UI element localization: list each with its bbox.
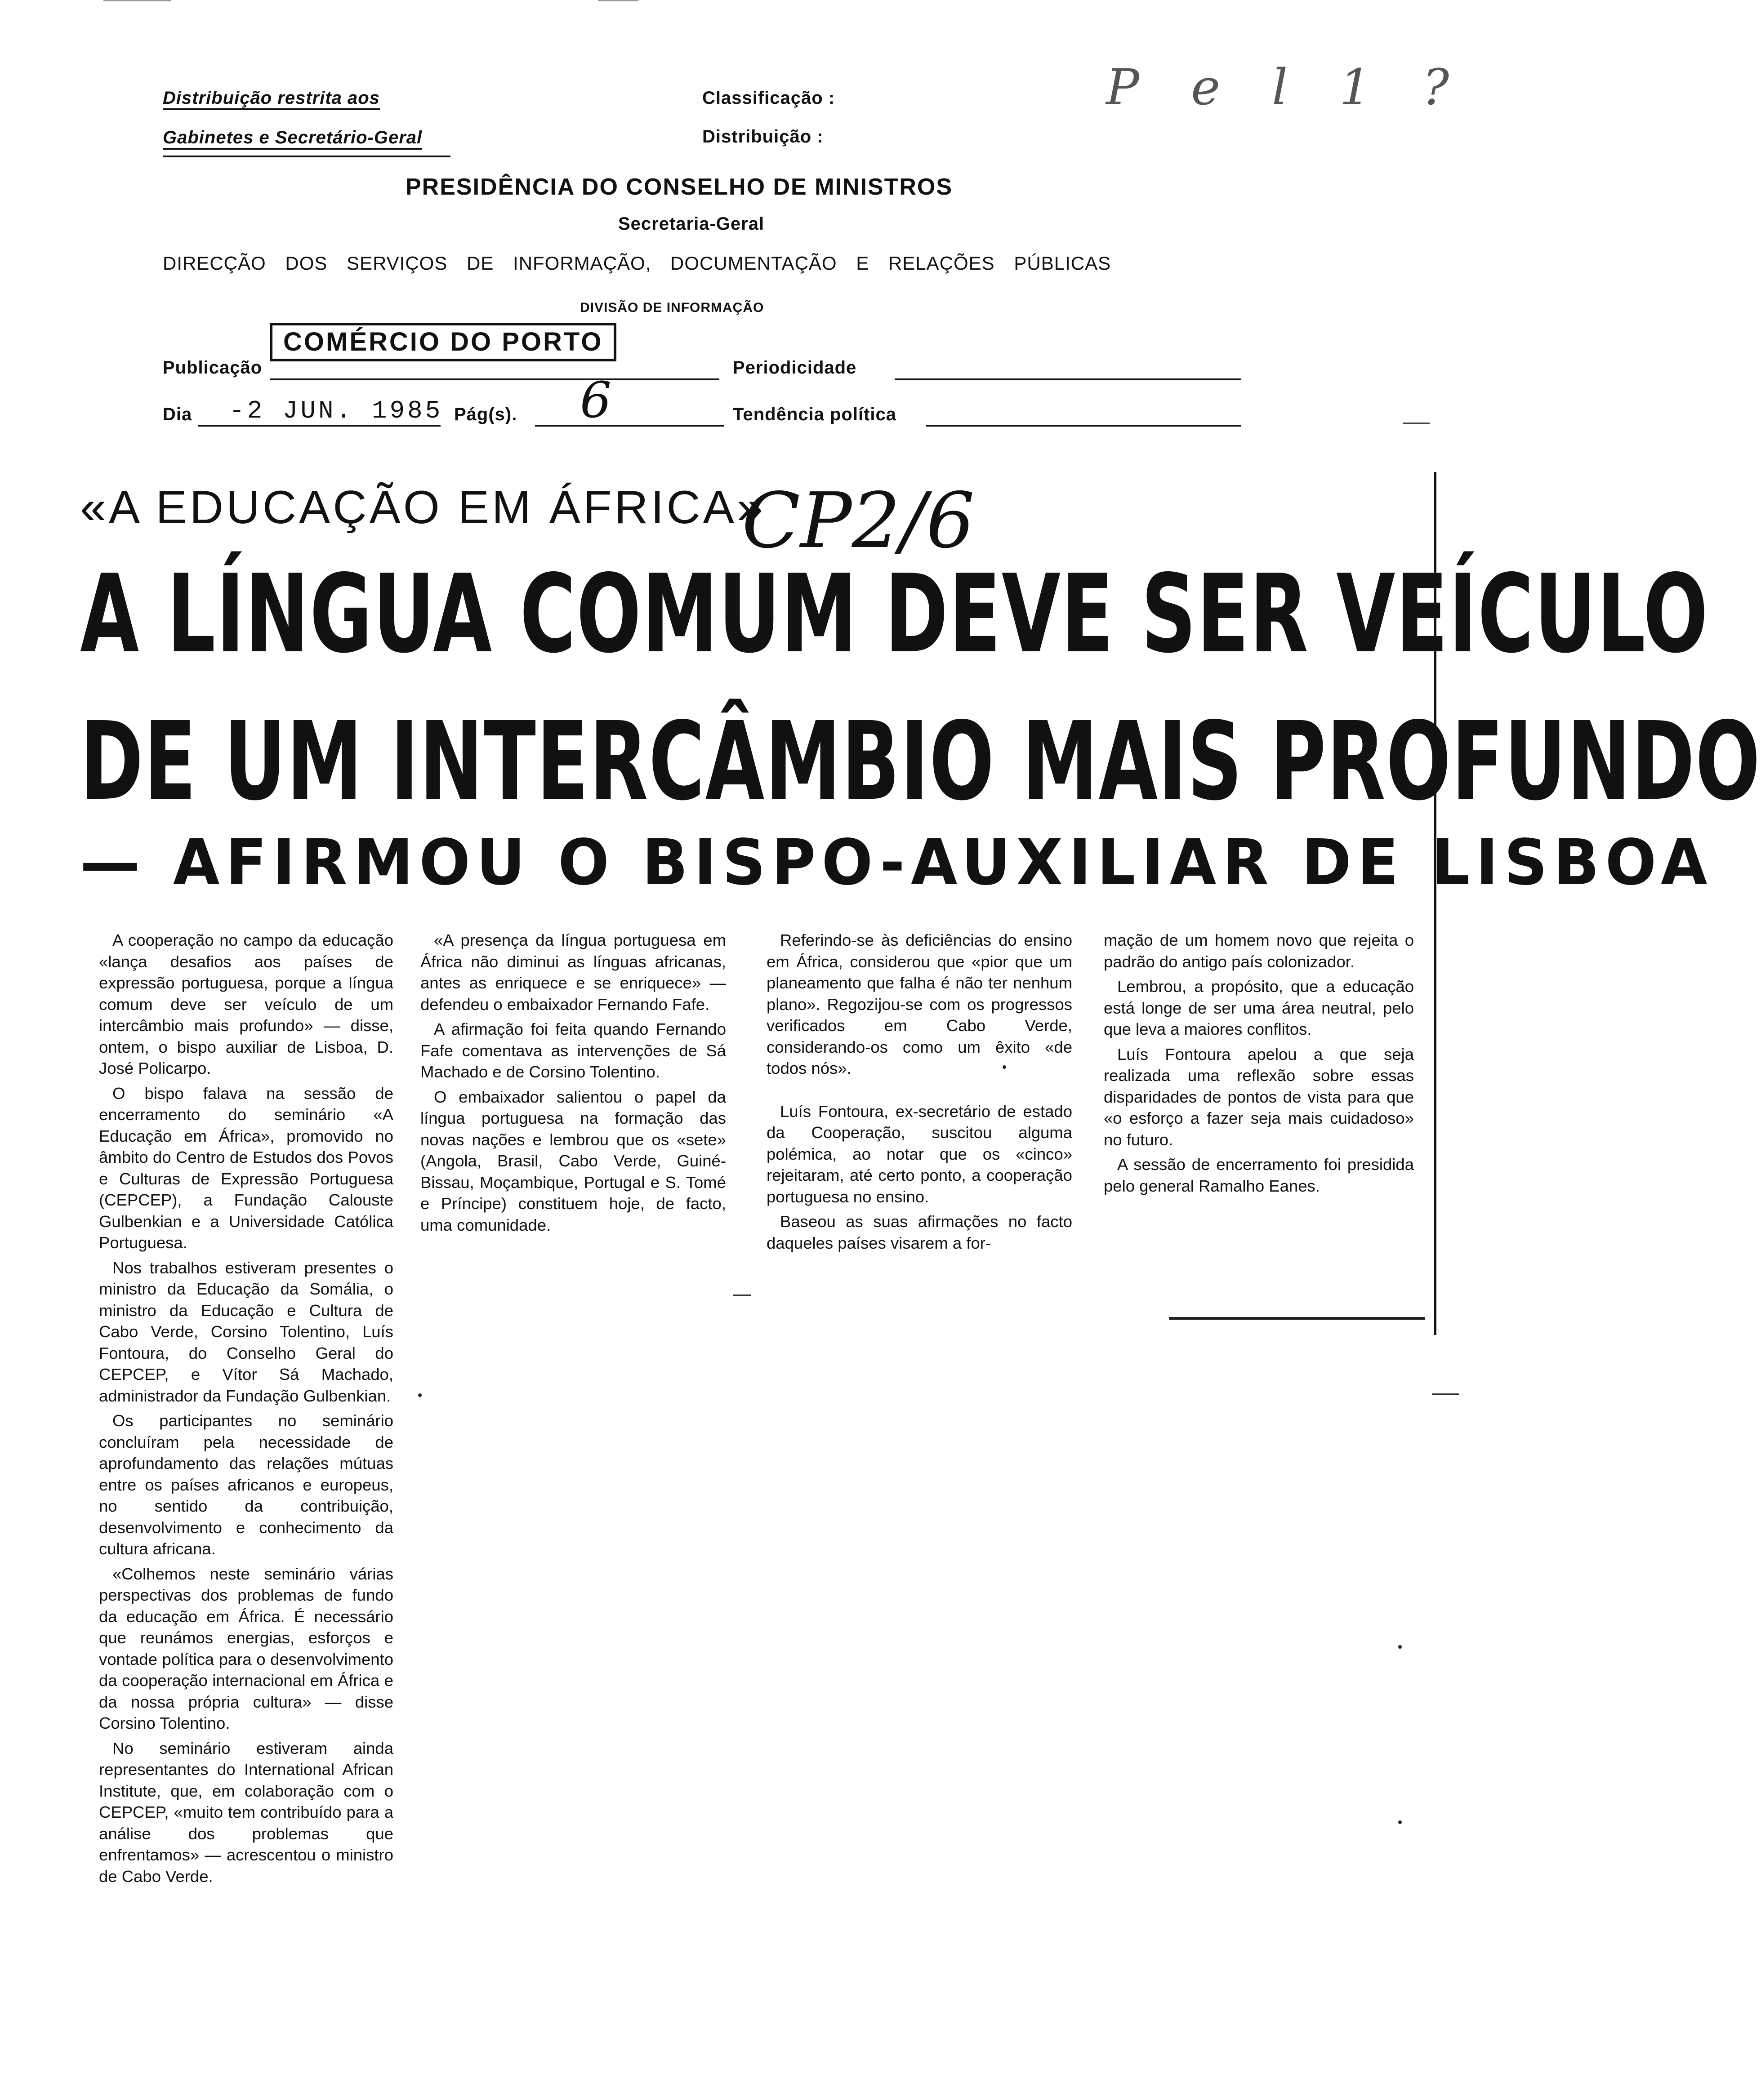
paragraph: Referindo-se às deficiências do ensino em África, considerou que «pior que um planeamento que falha é não ter nenhum plano». Regozijou-se com os progressos verificados em Cabo Verde, considerando-os como um êxito «de todos nós».	[767, 931, 1072, 1077]
header-rule	[163, 156, 450, 157]
headline-line-1: A LÍNGUA COMUM DEVE SER VEÍCULO	[80, 551, 1709, 677]
paragraph: No seminário estiveram ainda representantes do International African Institute, que, em colaboração com o CEPCEP, «muito tem contribuído para a análise dos problemas que enfrentamos» — acrescentou o ministro de Cabo Verde.	[99, 1739, 393, 1886]
handwritten-reference: CP2/6	[742, 476, 975, 565]
article-end-rule	[1169, 1317, 1425, 1320]
paragraph: A afirmação foi feita quando Fernando Fafe comentava as intervenções de Sá Machado e de Corsino Tolentino.	[420, 1020, 726, 1081]
pages-value: 6	[580, 371, 611, 429]
paragraph: Nos trabalhos estiveram presentes o ministro da Educação da Somália, o ministro da Educação e Cultura de Cabo Verde, Corsino Tolentino, Luís Fontoura, do Conselho Geral do CEPCEP, e Vítor Sá Machado, administrador da Fundação Gulbenkian.	[99, 1258, 393, 1405]
headline-line-2: DE UM INTERCÂMBIO MAIS PROFUNDO	[80, 699, 1761, 824]
page-speck	[1398, 1645, 1402, 1649]
publication-field-line	[270, 378, 719, 380]
article-kicker: «A EDUCAÇÃO EM ÁFRICA»	[80, 481, 766, 534]
paragraph: mação de um homem novo que rejeita o padrão do antigo país colonizador.	[1104, 931, 1414, 971]
distribution-label: Distribuição :	[702, 127, 824, 147]
periodicity-label: Periodicidade	[733, 358, 857, 378]
periodicity-field-line	[895, 378, 1241, 380]
paragraph: A cooperação no campo da educação «lança desafios aos países de expressão portuguesa, porque a língua comum deve ser veículo de um intercâmbio mais profundo» — disse, ontem, o bispo auxiliar de Lisboa, D. José Policarpo.	[99, 931, 393, 1077]
division: DIVISÃO DE INFORMAÇÃO	[580, 300, 764, 315]
column-end-mark	[733, 1295, 751, 1296]
tendency-label: Tendência política	[733, 405, 896, 424]
secretariat: Secretaria-Geral	[618, 214, 765, 234]
institution-title: PRESIDÊNCIA DO CONSELHO DE MINISTROS	[406, 174, 953, 200]
top-edge-mark	[103, 0, 171, 1]
paragraph: O embaixador salientou o papel da língua portuguesa na formação das novas nações e lembrou que os «sete» (Angola, Brasil, Cabo Verde, Guiné-Bissau, Moçambique, Portugal e S. Tomé e Príncipe) constituem hoje, de facto, uma comunidade.	[420, 1087, 726, 1234]
page-speck	[1003, 1065, 1006, 1069]
paragraph: O bispo falava na sessão de encerramento do seminário «A Educação em África», promovido no âmbito do Centro de Estudos dos Povos e Culturas de Expressão Portuguesa (CEPCEP), a Fundação Calouste Gulbenkian e a Universidade Católica Portuguesa.	[99, 1084, 393, 1252]
paragraph: A sessão de encerramento foi presidida pelo general Ramalho Eanes.	[1104, 1155, 1414, 1195]
day-value: -2 JUN. 1985	[229, 396, 443, 425]
day-label: Dia	[163, 405, 192, 424]
page-speck	[1398, 1820, 1402, 1824]
restricted-line-1: Distribuição restrita aos	[163, 88, 380, 110]
day-field-line	[198, 425, 441, 427]
classification-label: Classificação :	[702, 88, 835, 108]
paragraph: Os participantes no seminário concluíram pela necessidade de aprofundamento das relações mútuas entre os países africanos e europeus, no sentido da contribuição, desenvolvimento e conhecimento da cultura africana.	[99, 1411, 393, 1558]
article-column-2	[420, 930, 726, 1236]
publication-stamp: COMÉRCIO DO PORTO	[270, 323, 616, 361]
paragraph: Luís Fontoura apelou a que seja realizada uma reflexão sobre essas disparidades de pontos de vista para que «o esforço a fazer seja mais cuidadoso» no futuro.	[1104, 1045, 1414, 1149]
directorate: DIRECÇÃO DOS SERVIÇOS DE INFORMAÇÃO, DOCUMENTAÇÃO E RELAÇÕES PÚBLICAS	[163, 253, 1111, 274]
restricted-line-2: Gabinetes e Secretário-Geral	[163, 128, 422, 150]
pages-field-line	[535, 425, 724, 427]
pages-label: Pág(s).	[454, 405, 517, 424]
paragraph: Lembrou, a propósito, que a educação está longe de ser uma área neutral, pelo que leva a maiores conflitos.	[1104, 977, 1414, 1038]
top-edge-mark	[598, 0, 638, 1]
article-column-3	[767, 930, 1072, 1254]
page-speck	[418, 1393, 422, 1397]
subhead: — AFIRMOU O BISPO-AUXILIAR DE LISBOA	[80, 826, 1713, 899]
tendency-field-line	[926, 425, 1241, 427]
paragraph: Luís Fontoura, ex-secretário de estado da Cooperação, suscitou alguma polémica, ao notar que os «cinco» rejeitaram, até certo ponto, a cooperação portuguesa no ensino.	[767, 1102, 1072, 1206]
paragraph: «A presença da língua portuguesa em África não diminui as línguas africanas, antes as enriquece e se enriquece» — defendeu o embaixador Fernando Fafe.	[420, 931, 726, 1014]
article-column-4	[1104, 930, 1414, 1197]
publication-label: Publicação	[163, 358, 263, 378]
article-column-1	[99, 930, 393, 1887]
paragraph: Baseou as suas afirmações no facto daqueles países visarem a for-	[767, 1212, 1072, 1252]
margin-mark	[1403, 423, 1430, 424]
paragraph: «Colhemos neste seminário várias perspectivas dos problemas de fundo da educação em África. É necessário que reunámos energias, esforços e vontade política para o desenvolvimento da cooperação internacional em África e da nossa própria cultura» — disse Corsino Tolentino.	[99, 1564, 393, 1732]
handwritten-corner-note: P e l 1 ?	[1106, 58, 1467, 116]
margin-mark	[1432, 1393, 1459, 1395]
